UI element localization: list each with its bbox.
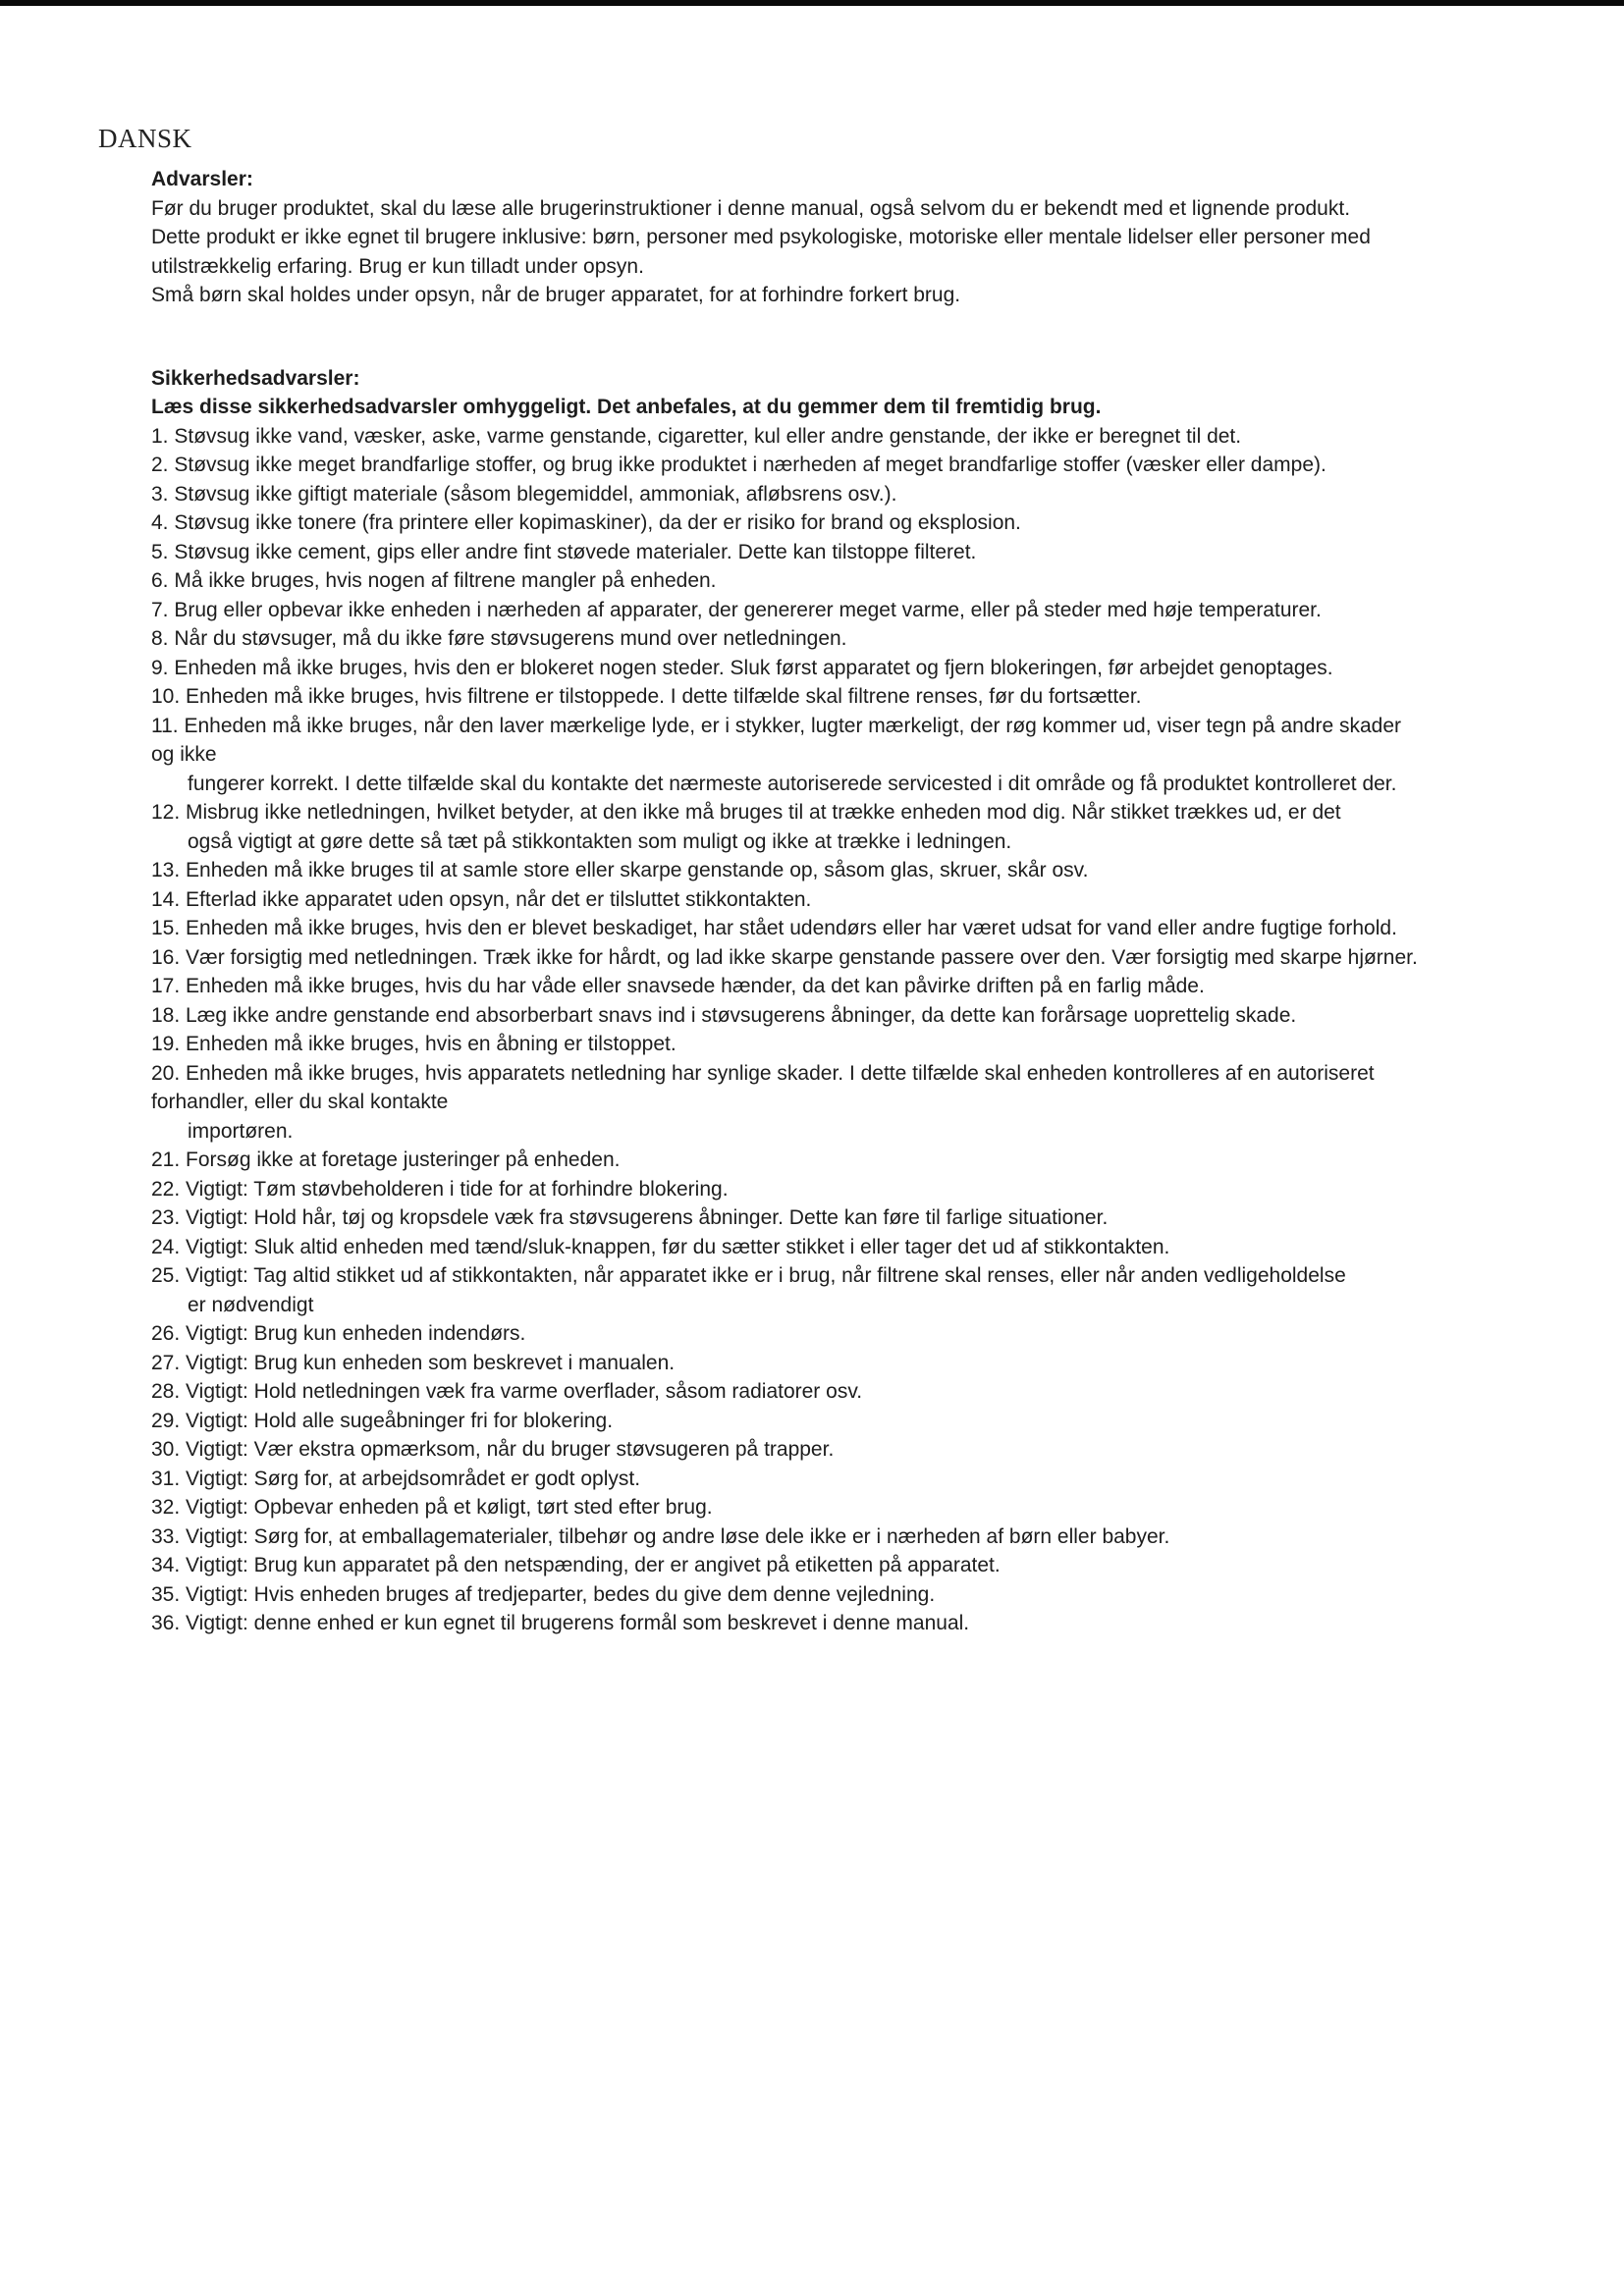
- safety-text-line: 12. Misbrug ikke netledningen, hvilket betyder, at den ikke må bruges til at trække enheden mod dig. Når stikket trækkes ud, er det: [151, 801, 1341, 824]
- safety-text-line: 11. Enheden må ikke bruges, når den laver mærkelige lyde, er i stykker, lugter mærkeligt, der røg kommer ud, viser tegn på andre skader: [151, 714, 1402, 737]
- safety-text-line: 4. Støvsug ikke tonere (fra printere eller kopimaskiner), da der er risiko for brand og eksplosion.: [151, 511, 1021, 534]
- safety-text-line: 14. Efterlad ikke apparatet uden opsyn, når det er tilsluttet stikkontakten.: [151, 887, 812, 911]
- safety-text-line: 3. Støvsug ikke giftigt materiale (såsom blegemiddel, ammoniak, afløbsrens osv.).: [151, 482, 897, 506]
- safety-text-line: er nødvendigt: [188, 1293, 314, 1316]
- safety-text-line: og ikke: [151, 743, 217, 766]
- safety-text-line: 8. Når du støvsuger, må du ikke føre støvsugerens mund over netledningen.: [151, 627, 847, 650]
- safety-text-line: 6. Må ikke bruges, hvis nogen af filtrene mangler på enheden.: [151, 569, 717, 592]
- safety-text-line: også vigtigt at gøre dette så tæt på stikkontakten som muligt og ikke at trække i ledningen.: [188, 829, 1012, 853]
- safety-text-line: 24. Vigtigt: Sluk altid enheden med tænd/sluk-knappen, før du sætter stikket i eller tager det ud af stikkontakten.: [151, 1235, 1170, 1258]
- safety-text-line: 16. Vær forsigtig med netledningen. Træk ikke for hårdt, og lad ikke skarpe genstande passere over den. Vær forsigtig med skarpe hjørner.: [151, 945, 1418, 969]
- safety-text-line: 33. Vigtigt: Sørg for, at emballagematerialer, tilbehør og andre løse dele ikke er i nærheden af børn eller babyer.: [151, 1524, 1170, 1548]
- safety-text-line: 5. Støvsug ikke cement, gips eller andre fint støvede materialer. Dette kan tilstoppe filteret.: [151, 540, 977, 563]
- safety-text-line: forhandler, eller du skal kontakte: [151, 1091, 449, 1113]
- language-heading: DANSK: [98, 124, 192, 153]
- safety-text-line: 36. Vigtigt: denne enhed er kun egnet til brugerens formål som beskrevet i denne manual.: [151, 1612, 970, 1634]
- safety-text-line: 32. Vigtigt: Opbevar enheden på et køligt, tørt sted efter brug.: [151, 1496, 713, 1519]
- safety-text-line: 34. Vigtigt: Brug kun apparatet på den netspænding, der er angivet på etiketten på apparatet.: [151, 1554, 1001, 1576]
- safety-warnings-heading: Sikkerhedsadvarsler:: [151, 366, 360, 390]
- warnings-text-line: utilstrækkelig erfaring. Brug er kun tilladt under opsyn.: [151, 254, 644, 278]
- safety-warnings-list: [151, 422, 1591, 1638]
- scan-edge-artifact: [0, 0, 1624, 6]
- warnings-text-line: Små børn skal holdes under opsyn, når de bruger apparatet, for at forhindre forkert brug.: [151, 284, 961, 306]
- safety-text-line: 15. Enheden må ikke bruges, hvis den er blevet beskadiget, har stået udendørs eller har været udsat for vand eller andre fugtige forhold.: [151, 917, 1397, 939]
- safety-text-line: fungerer korrekt. I dette tilfælde skal du kontakte det nærmeste autoriserede servicested i dit område og få produktet kontrolleret der.: [188, 772, 1397, 795]
- safety-text-line: 27. Vigtigt: Brug kun enheden som beskrevet i manualen.: [151, 1351, 676, 1374]
- safety-warnings-subheading: Læs disse sikkerhedsadvarsler omhyggeligt. Det anbefales, at du gemmer dem til fremtidig brug.: [151, 396, 1102, 418]
- safety-text-line: 31. Vigtigt: Sørg for, at arbejdsområdet er godt oplyst.: [151, 1467, 641, 1490]
- safety-text-line: 13. Enheden må ikke bruges til at samle store eller skarpe genstande op, såsom glas, skruer, skår osv.: [151, 859, 1089, 881]
- safety-text-line: 23. Vigtigt: Hold hår, tøj og kropsdele væk fra støvsugerens åbninger. Dette kan føre til farlige situationer.: [151, 1206, 1109, 1229]
- safety-text-line: 26. Vigtigt: Brug kun enheden indendørs.: [151, 1322, 526, 1345]
- safety-text-line: 18. Læg ikke andre genstande end absorberbart snavs ind i støvsugerens åbninger, da dette kan forårsage uoprettelig skade.: [151, 1003, 1297, 1027]
- safety-text-line: 2. Støvsug ikke meget brandfarlige stoffer, og brug ikke produktet i nærheden af meget brandfarlige stoffer (væsker eller dampe).: [151, 454, 1326, 476]
- safety-text-line: 7. Brug eller opbevar ikke enheden i nærheden af apparater, der genererer meget varme, eller på steder med høje temperaturer.: [151, 598, 1322, 621]
- safety-text-line: 22. Vigtigt: Tøm støvbeholderen i tide for at forhindre blokering.: [151, 1177, 729, 1201]
- safety-text-line: 29. Vigtigt: Hold alle sugeåbninger fri for blokering.: [151, 1409, 614, 1432]
- section-gap: [151, 310, 1591, 364]
- manual-content: [151, 165, 1591, 1638]
- safety-text-line: 30. Vigtigt: Vær ekstra opmærksom, når du bruger støvsugeren på trapper.: [151, 1438, 835, 1461]
- safety-text-line: 21. Forsøg ikke at foretage justeringer på enheden.: [151, 1148, 621, 1171]
- safety-text-line: importøren.: [188, 1119, 294, 1143]
- safety-text-line: 17. Enheden må ikke bruges, hvis du har våde eller snavsede hænder, da det kan påvirke driften på en farlig måde.: [151, 975, 1205, 997]
- warnings-heading: Advarsler:: [151, 168, 253, 190]
- safety-text-line: 25. Vigtigt: Tag altid stikket ud af stikkontakten, når apparatet ikke er i brug, når filtrene skal renses, eller når anden vedligeholdelse: [151, 1264, 1346, 1287]
- safety-text-line: 28. Vigtigt: Hold netledningen væk fra varme overflader, såsom radiatorer osv.: [151, 1380, 863, 1403]
- warnings-text-line: Dette produkt er ikke egnet til brugere inklusive: børn, personer med psykologiske, motoriske eller mentale lidelser eller personer med: [151, 226, 1371, 248]
- safety-text-line: 20. Enheden må ikke bruges, hvis apparatets netledning har synlige skader. I dette tilfælde skal enheden kontrolleres af en autoriseret: [151, 1061, 1375, 1085]
- safety-text-line: 19. Enheden må ikke bruges, hvis en åbning er tilstoppet.: [151, 1033, 677, 1055]
- warnings-paragraph: [151, 194, 1591, 310]
- safety-text-line: 9. Enheden må ikke bruges, hvis den er blokeret nogen steder. Sluk først apparatet og fjern blokeringen, før arbejdet genoptages.: [151, 656, 1333, 679]
- safety-text-line: 35. Vigtigt: Hvis enheden bruges af tredjeparter, bedes du give dem denne vejledning.: [151, 1582, 936, 1606]
- safety-text-line: 1. Støvsug ikke vand, væsker, aske, varme genstande, cigaretter, kul eller andre genstande, der ikke er beregnet til det.: [151, 424, 1242, 448]
- warnings-text-line: Før du bruger produktet, skal du læse alle brugerinstruktioner i denne manual, også selvom du er bekendt med et lignende produkt.: [151, 196, 1351, 220]
- safety-text-line: 10. Enheden må ikke bruges, hvis filtrene er tilstoppede. I dette tilfælde skal filtrene renses, før du fortsætter.: [151, 685, 1142, 708]
